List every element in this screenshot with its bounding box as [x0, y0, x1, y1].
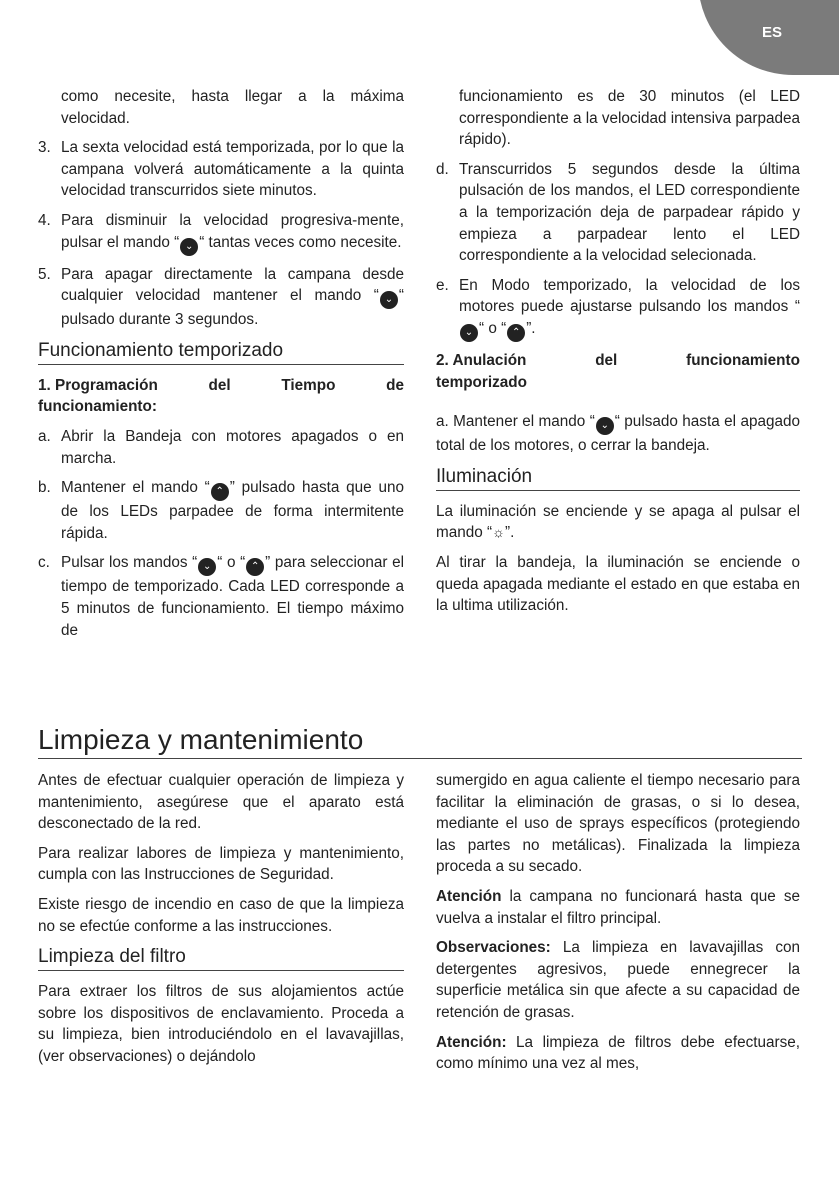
- list-item-b: b. Mantener el mando “ ⌃ ” pulsado hasta que uno de los LEDs parpadee de forma intermitente rápida.: [38, 479, 404, 542]
- paragraph-atencion-2: Atención: La limpieza de filtros debe efectuarse, como mínimo una vez al mes,: [436, 1033, 800, 1073]
- list-item-d: d. Transcurridos 5 segundos desde la última pulsación de los mandos, el LED correspondiente a la temporización deja de parpadear rápido y empieza a parpadear lento el LED correspondiente a la velocidad selecionada.: [436, 160, 800, 265]
- paragraph: Existe riesgo de incendio en caso de que la limpieza no se efectúe conforme a las instrucciones.: [38, 895, 404, 935]
- list-item-continuation: funcionamiento es de 30 minutos (el LED correspondiente a la velocidad intensiva parpadea rápido).: [459, 88, 801, 149]
- list-item-3: 3. La sexta velocidad está temporizada, por lo que la campana volverá automáticamente a la quinta velocidad transcurridos siete minutos.: [38, 139, 404, 200]
- paragraph-observaciones: Observaciones: La limpieza en lavavajillas con detergentes agresivos, puede ennegrecer la superficie metálica sin que afecte a su capacidad de retención de grasas.: [436, 939, 800, 1021]
- section-title-limpieza: Limpieza y mantenimiento: [38, 722, 802, 759]
- paragraph: sumergido en agua caliente el tiempo necesario para facilitar la eliminación de grasas, o si lo desea, mediante el uso de sprays específicos (protegiendo las partes no metálicas). Finalizada la limpieza proceda a su secado.: [436, 772, 800, 876]
- paragraph: Antes de efectuar cualquier operación de limpieza y mantenimiento, asegúrese que el aparato está desconectado de la red.: [38, 772, 404, 833]
- light-icon: ☼: [492, 524, 505, 541]
- down-button-icon: ⌄: [380, 291, 398, 309]
- down-button-icon: ⌄: [198, 558, 216, 576]
- up-button-icon: ⌃: [246, 558, 264, 576]
- list-item-c: c. Pulsar los mandos “ ⌄ “ o “ ⌃ ” para seleccionar el tiempo de temporizado. Cada LED corresponde a 5 minutos de funcionamiento. El tiempo máximo de: [38, 554, 404, 639]
- bottom-left-column: [38, 770, 404, 1076]
- subheading-programacion: 1. Programación del Tiempo de funcionamiento:: [38, 376, 404, 416]
- down-button-icon: ⌄: [180, 238, 198, 256]
- list-item-e: e. En Modo temporizado, la velocidad de los motores puede ajustarse pulsando los mandos “⌄ “ o “ ⌃ ”.: [436, 275, 800, 342]
- paragraph-atencion-1: Atención la campana no funcionará hasta que se vuelva a instalar el filtro principal.: [436, 887, 800, 927]
- list-item-continuation: como necesite, hasta llegar a la máxima velocidad.: [61, 88, 404, 127]
- up-button-icon: ⌃: [211, 483, 229, 501]
- section-heading-temporizado: Funcionamiento temporizado: [38, 339, 404, 365]
- subheading-anulacion: 2. Anulación del funcionamiento temporizado: [436, 351, 800, 391]
- paragraph-iluminacion-1: La iluminación se enciende y se apaga al pulsar el mando “☼”.: [436, 501, 800, 544]
- right-column: [436, 86, 800, 625]
- down-button-icon: ⌄: [596, 417, 614, 435]
- list-item-4: 4. Para disminuir la velocidad progresiva-mente, pulsar el mando “ ⌄ “ tantas veces como necesite.: [38, 210, 404, 256]
- paragraph-anulacion: a. Mantener el mando “ ⌄ “ pulsado hasta el apagado total de los motores, o cerrar la bandeja.: [436, 413, 800, 455]
- up-button-icon: ⌃: [507, 324, 525, 342]
- section-heading-filtro: Limpieza del filtro: [38, 945, 404, 971]
- left-column: [38, 86, 404, 649]
- language-tab-label: ES: [762, 24, 783, 41]
- section-heading-iluminacion: Iluminación: [436, 465, 800, 491]
- bottom-right-column: [436, 770, 800, 1083]
- paragraph: Para extraer los filtros de sus alojamientos actúe sobre los dispositivos de enclavamiento. Proceda a su limpieza, bien introduciéndolo en el lavavajillas, (ver observaciones) o dejándolo: [38, 983, 404, 1065]
- paragraph: Para realizar labores de limpieza y mantenimiento, cumpla con las Instrucciones de Seguridad.: [38, 844, 404, 884]
- paragraph-iluminacion-2: Al tirar la bandeja, la iluminación se enciende o queda apagada mediante el estado en que estaba en la ultima utilización.: [436, 553, 800, 615]
- list-item-5: 5. Para apagar directamente la campana desde cualquier velocidad mantener el mando “ ⌄ “ pulsado durante 3 segundos.: [38, 265, 404, 329]
- list-item-a: a. Abrir la Bandeja con motores apagados o en marcha.: [38, 427, 404, 467]
- down-button-icon: ⌄: [460, 324, 478, 342]
